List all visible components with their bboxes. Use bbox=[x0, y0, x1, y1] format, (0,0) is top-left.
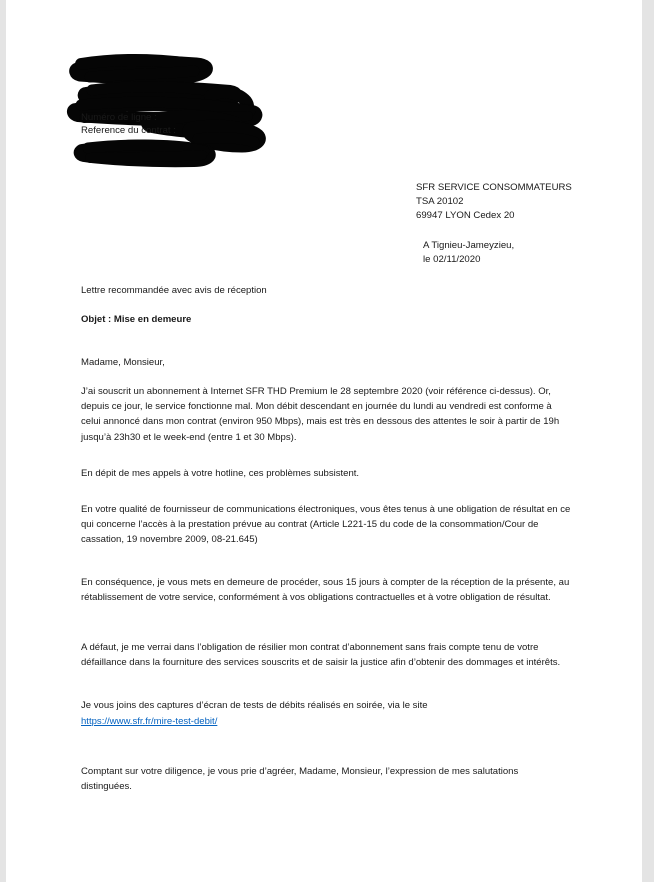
spacer bbox=[81, 729, 571, 764]
paragraph-4: En conséquence, je vous mets en demeure de procéder, sous 15 jours à compter de la réception de la présente, au rétablissement de votre service, conformément à vos obligations contractuelles et à votre obligation de résultat. bbox=[81, 577, 570, 604]
paragraph-5: A défaut, je me verrai dans l’obligation de résilier mon contrat d’abonnement sans frais compte tenu de votre défaillance dans la fourniture des services souscrits et de saisir la justice afin d’obtenir des dommages et intérêts. bbox=[81, 642, 561, 669]
recipient-line-2: TSA 20102 bbox=[416, 196, 464, 208]
dateline-place: A Tignieu-Jameyzieu, bbox=[423, 240, 515, 251]
mail-type-line: Lettre recommandée avec avis de réception bbox=[81, 285, 267, 296]
paragraph-6 bbox=[81, 698, 571, 728]
salutation: Madame, Monsieur, bbox=[81, 357, 165, 369]
sender-block bbox=[6, 0, 642, 175]
spacer bbox=[81, 445, 571, 466]
paragraph-2: En dépit de mes appels à votre hotline, ces problèmes subsistent. bbox=[81, 467, 360, 479]
spacer bbox=[81, 605, 571, 640]
spacer bbox=[81, 370, 571, 384]
spacer bbox=[81, 298, 571, 312]
recipient-line-3: 69947 LYON Cedex 20 bbox=[416, 210, 515, 222]
recipient-address-block bbox=[416, 181, 572, 224]
dateline-block bbox=[423, 239, 514, 267]
recipient-line-1: SFR SERVICE CONSOMMATEURS bbox=[416, 182, 572, 193]
spacer bbox=[81, 327, 571, 355]
redaction-scribbles bbox=[6, 0, 642, 175]
speed-test-link[interactable]: https://www.sfr.fr/mire-test-debit/ bbox=[81, 715, 218, 727]
paragraph-1: J’ai souscrit un abonnement à Internet SFR THD Premium le 28 septembre 2020 (voir référence ci-dessus). Or, depuis ce jour, le service fonctionne mal. Mon débit descendant en journée du lundi au vendredi est conforme à celui annoncé dans mon contrat (environ 950 Mbps), mais est très en dessous des attentes le soir à partir de 19h jusqu’à 23h30 et le week-end (entre 1 et 30 Mbps). bbox=[81, 386, 560, 443]
letter-body bbox=[81, 283, 571, 794]
sender-line-number-label: Numéro de ligne : bbox=[81, 112, 157, 123]
document-page bbox=[6, 0, 642, 882]
sender-contract-reference-label: Reference du contrat : bbox=[81, 125, 176, 136]
spacer bbox=[81, 670, 571, 698]
subject-line: Objet : Mise en demeure bbox=[81, 314, 192, 326]
spacer bbox=[81, 547, 571, 575]
closing-paragraph: Comptant sur votre diligence, je vous prie d’agréer, Madame, Monsieur, l’expression de mes salutations distinguées. bbox=[81, 765, 519, 792]
dateline-date: le 02/11/2020 bbox=[423, 254, 481, 266]
paragraph-6-text: Je vous joins des captures d’écran de tests de débits réalisés en soirée, via le site bbox=[81, 700, 428, 712]
paragraph-3: En votre qualité de fournisseur de communications électroniques, vous êtes tenus à une obligation de résultat en ce qui concerne l’accès à la prestation prévue au contrat (Article L221-15 du code de la consommation/Cour de cassation, 19 novembre 2009, 08-21.645) bbox=[81, 503, 571, 545]
spacer bbox=[81, 481, 571, 502]
